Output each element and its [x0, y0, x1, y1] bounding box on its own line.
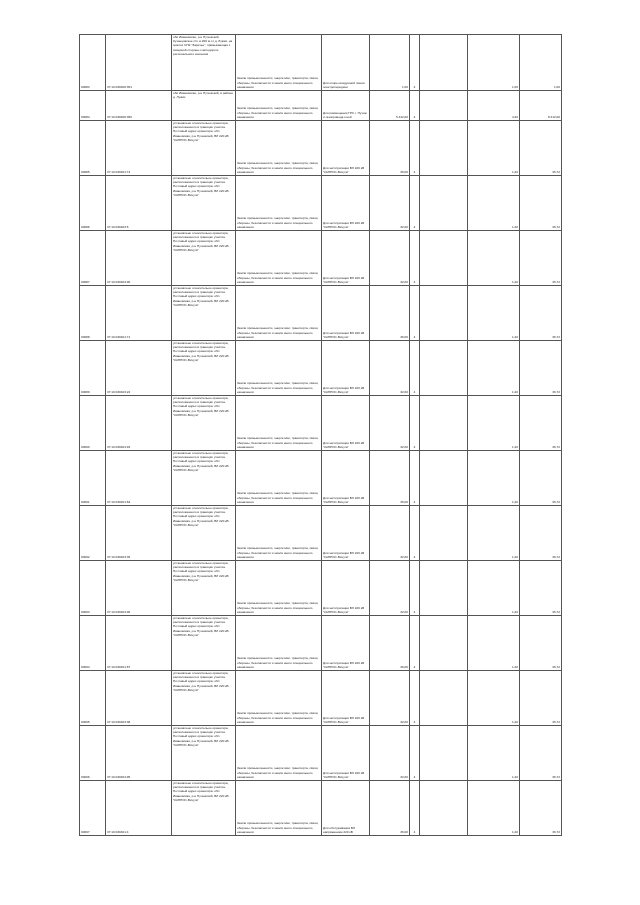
cell-unit: 4 [410, 341, 420, 396]
cell-amount: 36,72 [520, 341, 562, 396]
cell-col8 [420, 91, 468, 121]
table-row [80, 286, 562, 341]
cell-col8 [420, 341, 468, 396]
cell-id: 00095 [80, 671, 106, 726]
cell-permitted-use: Для эксплуатации ВЛ 220 кВ "КАПРОС-Вичуга" [322, 286, 370, 341]
cell-cadastral-number: 37:10:030403:22 [106, 341, 172, 396]
cell-col8 [420, 781, 468, 836]
cell-cadastral-number: 37:10:030404:96 [106, 561, 172, 616]
cell-amount: 36,72 [520, 616, 562, 671]
cell-rate: 1,20 [468, 396, 520, 451]
cell-area: 32,00 [370, 341, 410, 396]
cell-id: 00085 [80, 121, 106, 176]
cell-amount: 36,72 [520, 231, 562, 286]
cell-cadastral-number: 37:10:030403:6 [106, 176, 172, 231]
cell-permitted-use: Для эксплуатации ВЛ 220 кВ "КАПРОС-Вичуга" [322, 231, 370, 286]
document-table [79, 34, 562, 836]
cell-rate: 1,20 [468, 176, 520, 231]
table-row [80, 396, 562, 451]
cell-cadastral-number: 37:10:030404:93 [106, 396, 172, 451]
cell-land-category: Земли промышленности, энергетики, транспорта, связи, обороны, безопасности и земли иного специального назначения [236, 286, 322, 341]
cell-land-category: Земли промышленности, энергетики, транспорта, связи, обороны, безопасности и земли иного специального назначения [236, 671, 322, 726]
cell-permitted-use: Для эксплуатации ВЛ 220 кВ "КАПРОС-Вичуга" [322, 506, 370, 561]
cell-col8 [420, 561, 468, 616]
cell-col8 [420, 726, 468, 781]
cell-unit: 4 [410, 616, 420, 671]
cell-land-category: Земли промышленности, энергетики, транспорта, связи, обороны, безопасности и земли иного специального назначения [236, 781, 322, 836]
cell-rate: 1,00 [468, 35, 520, 91]
cell-location: обл Ивановская, р-н Пучежский, в районе д. Лужки [172, 91, 236, 121]
cell-id: 00087 [80, 231, 106, 286]
table-row [80, 91, 562, 121]
cell-area: 5 442,00 [370, 91, 410, 121]
cell-rate: 1,20 [468, 121, 520, 176]
cell-permitted-use: Для эксплуатации ВЛ 220 кВ "КАПРОС-Вичуга" [322, 451, 370, 506]
cell-unit: 4 [410, 671, 420, 726]
cell-col8 [420, 671, 468, 726]
cell-amount: 36,72 [520, 121, 562, 176]
cell-col8 [420, 396, 468, 451]
table-row [80, 616, 562, 671]
cell-cadastral-number: 37:10:030401:84 [106, 451, 172, 506]
cell-id: 00084 [80, 91, 106, 121]
cell-col8 [420, 616, 468, 671]
cell-unit: 4 [410, 91, 420, 121]
cell-location: установлено относительно ориентира, расположенного в границах участка. Почтовый адрес ориентира: обл Ивановская, р-н Пучежский, ВЛ 220 кВ "КАПРОС-Вичуга" [172, 616, 236, 671]
table-row [80, 561, 562, 616]
cell-land-category: Земли промышленности, энергетики, транспорта, связи, обороны, безопасности и земли иного специального назначения [236, 396, 322, 451]
cell-location: установлено относительно ориентира, расположенного в границах участка. Почтовый адрес ориентира: обл Ивановская, р-н Пучежский, ВЛ 220 кВ "КАПРОС-Вичуга" [172, 121, 236, 176]
table-row [80, 176, 562, 231]
cell-col8 [420, 286, 468, 341]
cell-id: 00096 [80, 726, 106, 781]
table-row [80, 671, 562, 726]
cell-land-category: Земли промышленности, энергетики, транспорта, связи, обороны, безопасности и земли иного специального назначения [236, 616, 322, 671]
cell-permitted-use: Для опоры воздушной линии электропередачи [322, 35, 370, 91]
cell-land-category: Земли промышленности, энергетики, транспорта, связи, обороны, безопасности и земли иного специального назначения [236, 91, 322, 121]
cell-amount: 8 212,00 [520, 91, 562, 121]
cell-area: 1,00 [370, 35, 410, 91]
cell-permitted-use: Для обслуживания ВЛ напряжением 220 кВ [322, 781, 370, 836]
cell-area: 32,00 [370, 396, 410, 451]
cell-location: установлено относительно ориентира, расположенного в границах участка. Почтовый адрес ориентира: обл Ивановская, р-н Пучежский, ВЛ 220 кВ "КАПРОС-Вичуга" [172, 671, 236, 726]
cell-amount: 1,00 [520, 35, 562, 91]
cell-rate: 1,20 [468, 726, 520, 781]
cell-rate: 1,20 [468, 451, 520, 506]
cell-location: установлено относительно ориентира, расположенного в границах участка. Почтовый адрес ориентира: обл Ивановская, р-н Пучежский, ВЛ 220 кВ "КАПРОС-Вичуга" [172, 286, 236, 341]
cell-id: 00090 [80, 396, 106, 451]
cell-permitted-use: Для эксплуатации ВЛ 220 кВ "КАПРОС-Вичуга" [322, 341, 370, 396]
cell-col8 [420, 176, 468, 231]
cell-id: 00093 [80, 561, 106, 616]
cell-unit: 4 [410, 726, 420, 781]
cell-location: установлено относительно ориентира, расположенного в границах участка. Почтовый адрес ориентира: обл Ивановская, р-н Пучежский, ВЛ 220 кВ "КАПРОС-Вичуга" [172, 451, 236, 506]
cell-area: 32,00 [370, 506, 410, 561]
cell-amount: 36,72 [520, 506, 562, 561]
cell-cadastral-number: 37:10:030403:38 [106, 671, 172, 726]
cell-area: 36,00 [370, 121, 410, 176]
cell-col8 [420, 35, 468, 91]
cell-permitted-use: Для эксплуатации ВЛ 220 кВ "КАПРОС-Вичуга" [322, 726, 370, 781]
cell-land-category: Земли промышленности, энергетики, транспорта, связи, обороны, безопасности и земли иного специального назначения [236, 176, 322, 231]
cell-land-category: Земли промышленности, энергетики, транспорта, связи, обороны, безопасности и земли иного специального назначения [236, 451, 322, 506]
cell-rate: 1,20 [468, 781, 520, 836]
cell-land-category: Земли промышленности, энергетики, транспорта, связи, обороны, безопасности и земли иного специального назначения [236, 35, 322, 91]
table-row [80, 506, 562, 561]
cell-id: 00086 [80, 176, 106, 231]
cell-col8 [420, 506, 468, 561]
table-row [80, 341, 562, 396]
cell-land-category: Земли промышленности, энергетики, транспорта, связи, обороны, безопасности и земли иного специального назначения [236, 506, 322, 561]
cell-cadastral-number: 37:10:030401:4 [106, 781, 172, 836]
cell-cadastral-number: 37:10:030401:74 [106, 121, 172, 176]
table-row [80, 121, 562, 176]
cell-area: 36,00 [370, 286, 410, 341]
cell-location: установлено относительно ориентира, расположенного в границах участка. Почтовый адрес ориентира: обл Ивановская, р-н Пучежский, ВЛ 220 кВ "КАПРОС-Вичуга" [172, 341, 236, 396]
cell-area: 32,00 [370, 231, 410, 286]
cell-permitted-use: Для эксплуатации ВЛ 220 кВ "КАПРОС-Вичуга" [322, 176, 370, 231]
cell-cadastral-number: 37:10:030404:90 [106, 231, 172, 286]
cell-permitted-use: Для эксплуатации ВЛ 220 кВ "КАПРОС-Вичуга" [322, 671, 370, 726]
cell-rate: 1,20 [468, 506, 520, 561]
cell-amount: 36,72 [520, 396, 562, 451]
cell-unit: 4 [410, 35, 420, 91]
table-row [80, 726, 562, 781]
cell-land-category: Земли промышленности, энергетики, транспорта, связи, обороны, безопасности и земли иного специального назначения [236, 561, 322, 616]
cell-amount: 36,72 [520, 176, 562, 231]
cell-rate: 1,20 [468, 231, 520, 286]
cell-unit: 4 [410, 561, 420, 616]
cell-id: 00097 [80, 781, 106, 836]
cell-amount: 36,72 [520, 726, 562, 781]
cell-amount: 36,72 [520, 781, 562, 836]
cell-permitted-use: Для эксплуатации ВЛ 220 кВ "КАПРОС-Вичуга" [322, 616, 370, 671]
cell-location: установлено относительно ориентира, расположенного в границах участка. Почтовый адрес ориентира: обл Ивановская, р-н Пучежский, ВЛ 220 кВ "КАПРОС-Вичуга" [172, 781, 236, 836]
cell-col8 [420, 121, 468, 176]
cell-area: 36,00 [370, 451, 410, 506]
cell-rate: 1,20 [468, 341, 520, 396]
cell-location: установлено относительно ориентира, расположенного в границах участка. Почтовый адрес ориентира: обл Ивановская, р-н Пучежский, ВЛ 220 кВ "КАПРОС-Вичуга" [172, 231, 236, 286]
cell-area: 32,00 [370, 726, 410, 781]
cell-permitted-use: Для эксплуатации ВЛ 220 кВ "КАПРОС-Вичуга" [322, 561, 370, 616]
cell-col8 [420, 231, 468, 286]
cell-id: 00089 [80, 341, 106, 396]
cell-location: установлено относительно ориентира, расположенного в границах участка. Почтовый адрес ориентира: обл Ивановская, р-н Пучежский, ВЛ 220 кВ "КАПРОС-Вичуга" [172, 506, 236, 561]
cell-unit: 4 [410, 506, 420, 561]
cell-cadastral-number: 37:10:030404:95 [106, 726, 172, 781]
table-row [80, 451, 562, 506]
cell-unit: 4 [410, 781, 420, 836]
cell-id: 00092 [80, 506, 106, 561]
cell-unit: 4 [410, 451, 420, 506]
cell-area: 36,00 [370, 616, 410, 671]
cell-unit: 4 [410, 286, 420, 341]
cell-unit: 4 [410, 396, 420, 451]
table-row [80, 231, 562, 286]
cell-id: 00083 [80, 35, 106, 91]
cell-area: 32,00 [370, 561, 410, 616]
cell-id: 00091 [80, 451, 106, 506]
cell-area: 36,00 [370, 781, 410, 836]
table-row [80, 781, 562, 836]
cell-land-category: Земли промышленности, энергетики, транспорта, связи, обороны, безопасности и земли иного специального назначения [236, 231, 322, 286]
cell-cadastral-number: 37:10:030401:71 [106, 286, 172, 341]
cell-permitted-use: Для эксплуатации ВЛ 220 кВ "КАПРОС-Вичуга" [322, 396, 370, 451]
cell-rate: 4,20 [468, 91, 520, 121]
cell-location: установлено относительно ориентира, расположенного в границах участка. Почтовый адрес ориентира: обл Ивановская, р-н Пучежский, ВЛ 220 кВ "КАПРОС-Вичуга" [172, 561, 236, 616]
cell-land-category: Земли промышленности, энергетики, транспорта, связи, обороны, безопасности и земли иного специального назначения [236, 341, 322, 396]
cell-id: 00088 [80, 286, 106, 341]
cell-land-category: Земли промышленности, энергетики, транспорта, связи, обороны, безопасности и земли иного специального назначения [236, 121, 322, 176]
cell-unit: 4 [410, 176, 420, 231]
cell-location: установлено относительно ориентира, расположенного в границах участка. Почтовый адрес ориентира: обл Ивановская, р-н Пучежский, ВЛ 220 кВ "КАПРОС-Вичуга" [172, 176, 236, 231]
cell-unit: 4 [410, 231, 420, 286]
cell-location: установлено относительно ориентира, расположенного в границах участка. Почтовый адрес ориентира: обл Ивановская, р-н Пучежский, ВЛ 220 кВ "КАПРОС-Вичуга" [172, 726, 236, 781]
cell-amount: 36,72 [520, 671, 562, 726]
cell-cadastral-number: 37:10:030403:35 [106, 506, 172, 561]
cell-col8 [420, 451, 468, 506]
cell-area: 32,00 [370, 176, 410, 231]
cell-amount: 36,72 [520, 286, 562, 341]
cell-location: установлено относительно ориентира, расположенного в границах участка. Почтовый адрес ориентира: обл Ивановская, р-н Пучежский, ВЛ 220 кВ "КАПРОС-Вичуга" [172, 396, 236, 451]
table-row [80, 35, 562, 91]
cell-land-category: Земли промышленности, энергетики, транспорта, связи, обороны, безопасности и земли иного специального назначения [236, 726, 322, 781]
cell-permitted-use: Для размещения ГРС г. Пучеж и газопровода к ней [322, 91, 370, 121]
cell-rate: 1,20 [468, 616, 520, 671]
cell-permitted-use: Для эксплуатации ВЛ 220 кВ "КАПРОС-Вичуга" [322, 121, 370, 176]
cell-cadastral-number: 37:10:030406:350 [106, 91, 172, 121]
cell-rate: 1,20 [468, 286, 520, 341]
cell-rate: 1,20 [468, 671, 520, 726]
cell-rate: 1,20 [468, 561, 520, 616]
cell-area: 32,00 [370, 671, 410, 726]
cell-cadastral-number: 37:10:030401:87 [106, 616, 172, 671]
cell-unit: 4 [410, 121, 420, 176]
cell-cadastral-number: 37:10:030406:351 [106, 35, 172, 91]
cell-id: 00094 [80, 616, 106, 671]
cell-amount: 36,72 [520, 451, 562, 506]
cell-amount: 36,72 [520, 561, 562, 616]
cell-location: обл Ивановская, р-н Пучежский, Кузнецовское с/п, в 200 м от д. Лужки, на землях СПК "Заречье", примыкающая с северной стороны к автодороге регионального значения [172, 35, 236, 91]
